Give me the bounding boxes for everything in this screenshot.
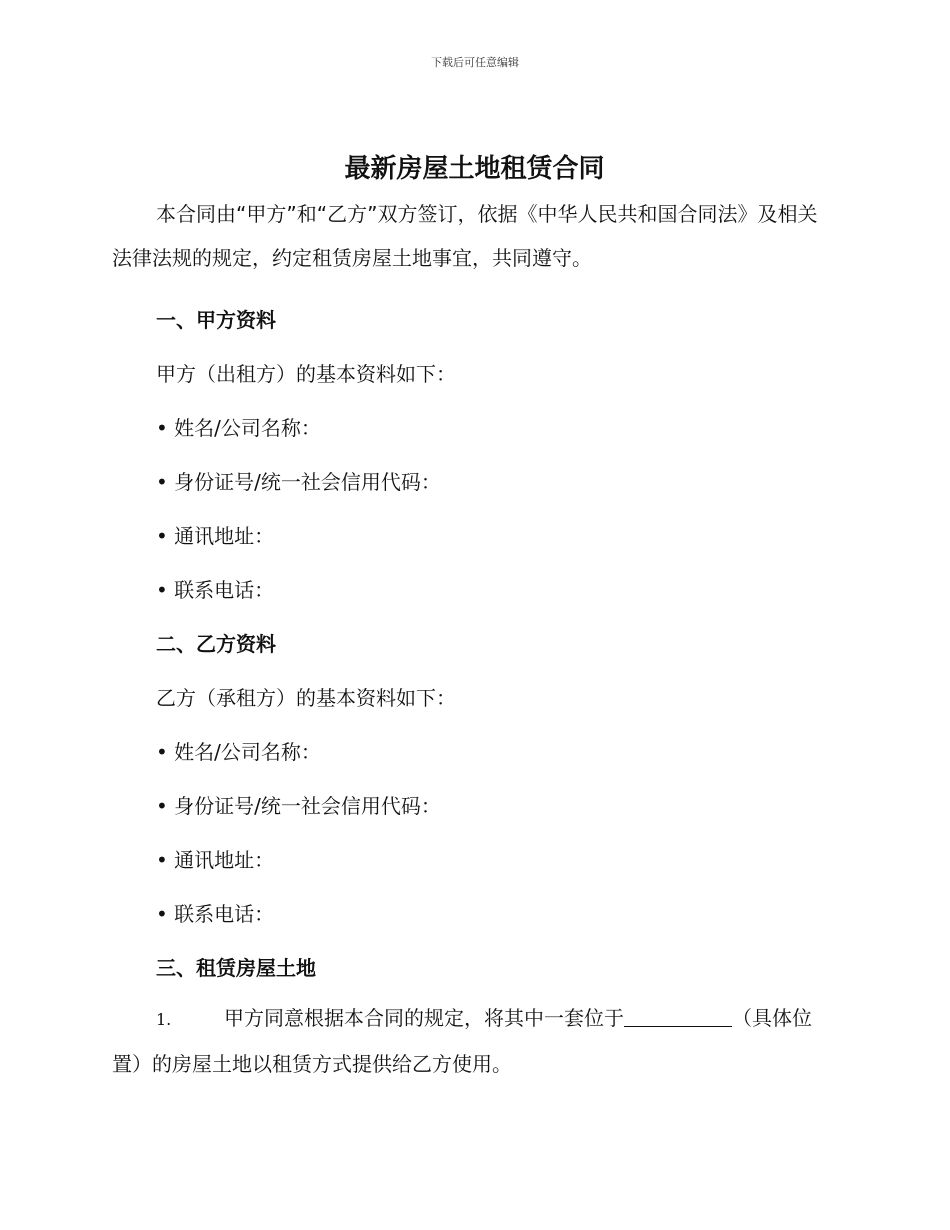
section2-heading: 二、乙方资料 xyxy=(156,632,276,656)
page-header-note: 下载后可任意编辑 xyxy=(431,56,519,69)
section2-item-phone: • 联系电话： xyxy=(156,902,275,926)
section1-heading: 一、甲方资料 xyxy=(156,308,276,332)
clause-text-before: 甲方同意根据本合同的规定，将其中一套位于 xyxy=(224,1006,624,1030)
section1-lead: 甲方（出租方）的基本资料如下： xyxy=(156,362,456,386)
section2-lead: 乙方（承租方）的基本资料如下： xyxy=(156,686,456,710)
clause-number: 1. xyxy=(156,1010,172,1029)
section2-item-name: • 姓名/公司名称： xyxy=(156,740,321,764)
section1-item-name: • 姓名/公司名称： xyxy=(156,416,321,440)
section1-item-id: • 身份证号/统一社会信用代码： xyxy=(156,470,441,494)
section1-item-address: • 通讯地址： xyxy=(156,524,275,548)
document-body xyxy=(112,146,837,1086)
document-title: 最新房屋土地租赁合同 xyxy=(344,154,605,184)
section3-heading: 三、租赁房屋土地 xyxy=(156,956,316,980)
intro-paragraph: 本合同由“甲方”和“乙方”双方签订，依据《中华人民共和国合同法》及相关法律法规的规定，约定租赁房屋土地事宜，共同遵守。 xyxy=(112,202,818,270)
location-blank-line xyxy=(624,1006,732,1027)
section2-item-id: • 身份证号/统一社会信用代码： xyxy=(156,794,441,818)
section1-item-phone: • 联系电话： xyxy=(156,578,275,602)
clause-text-after: （具体位置）的房屋土地以租赁方式提供给乙方使用。 xyxy=(112,1006,812,1076)
section2-item-address: • 通讯地址： xyxy=(156,848,275,872)
section3-clause-1 xyxy=(112,996,837,1086)
